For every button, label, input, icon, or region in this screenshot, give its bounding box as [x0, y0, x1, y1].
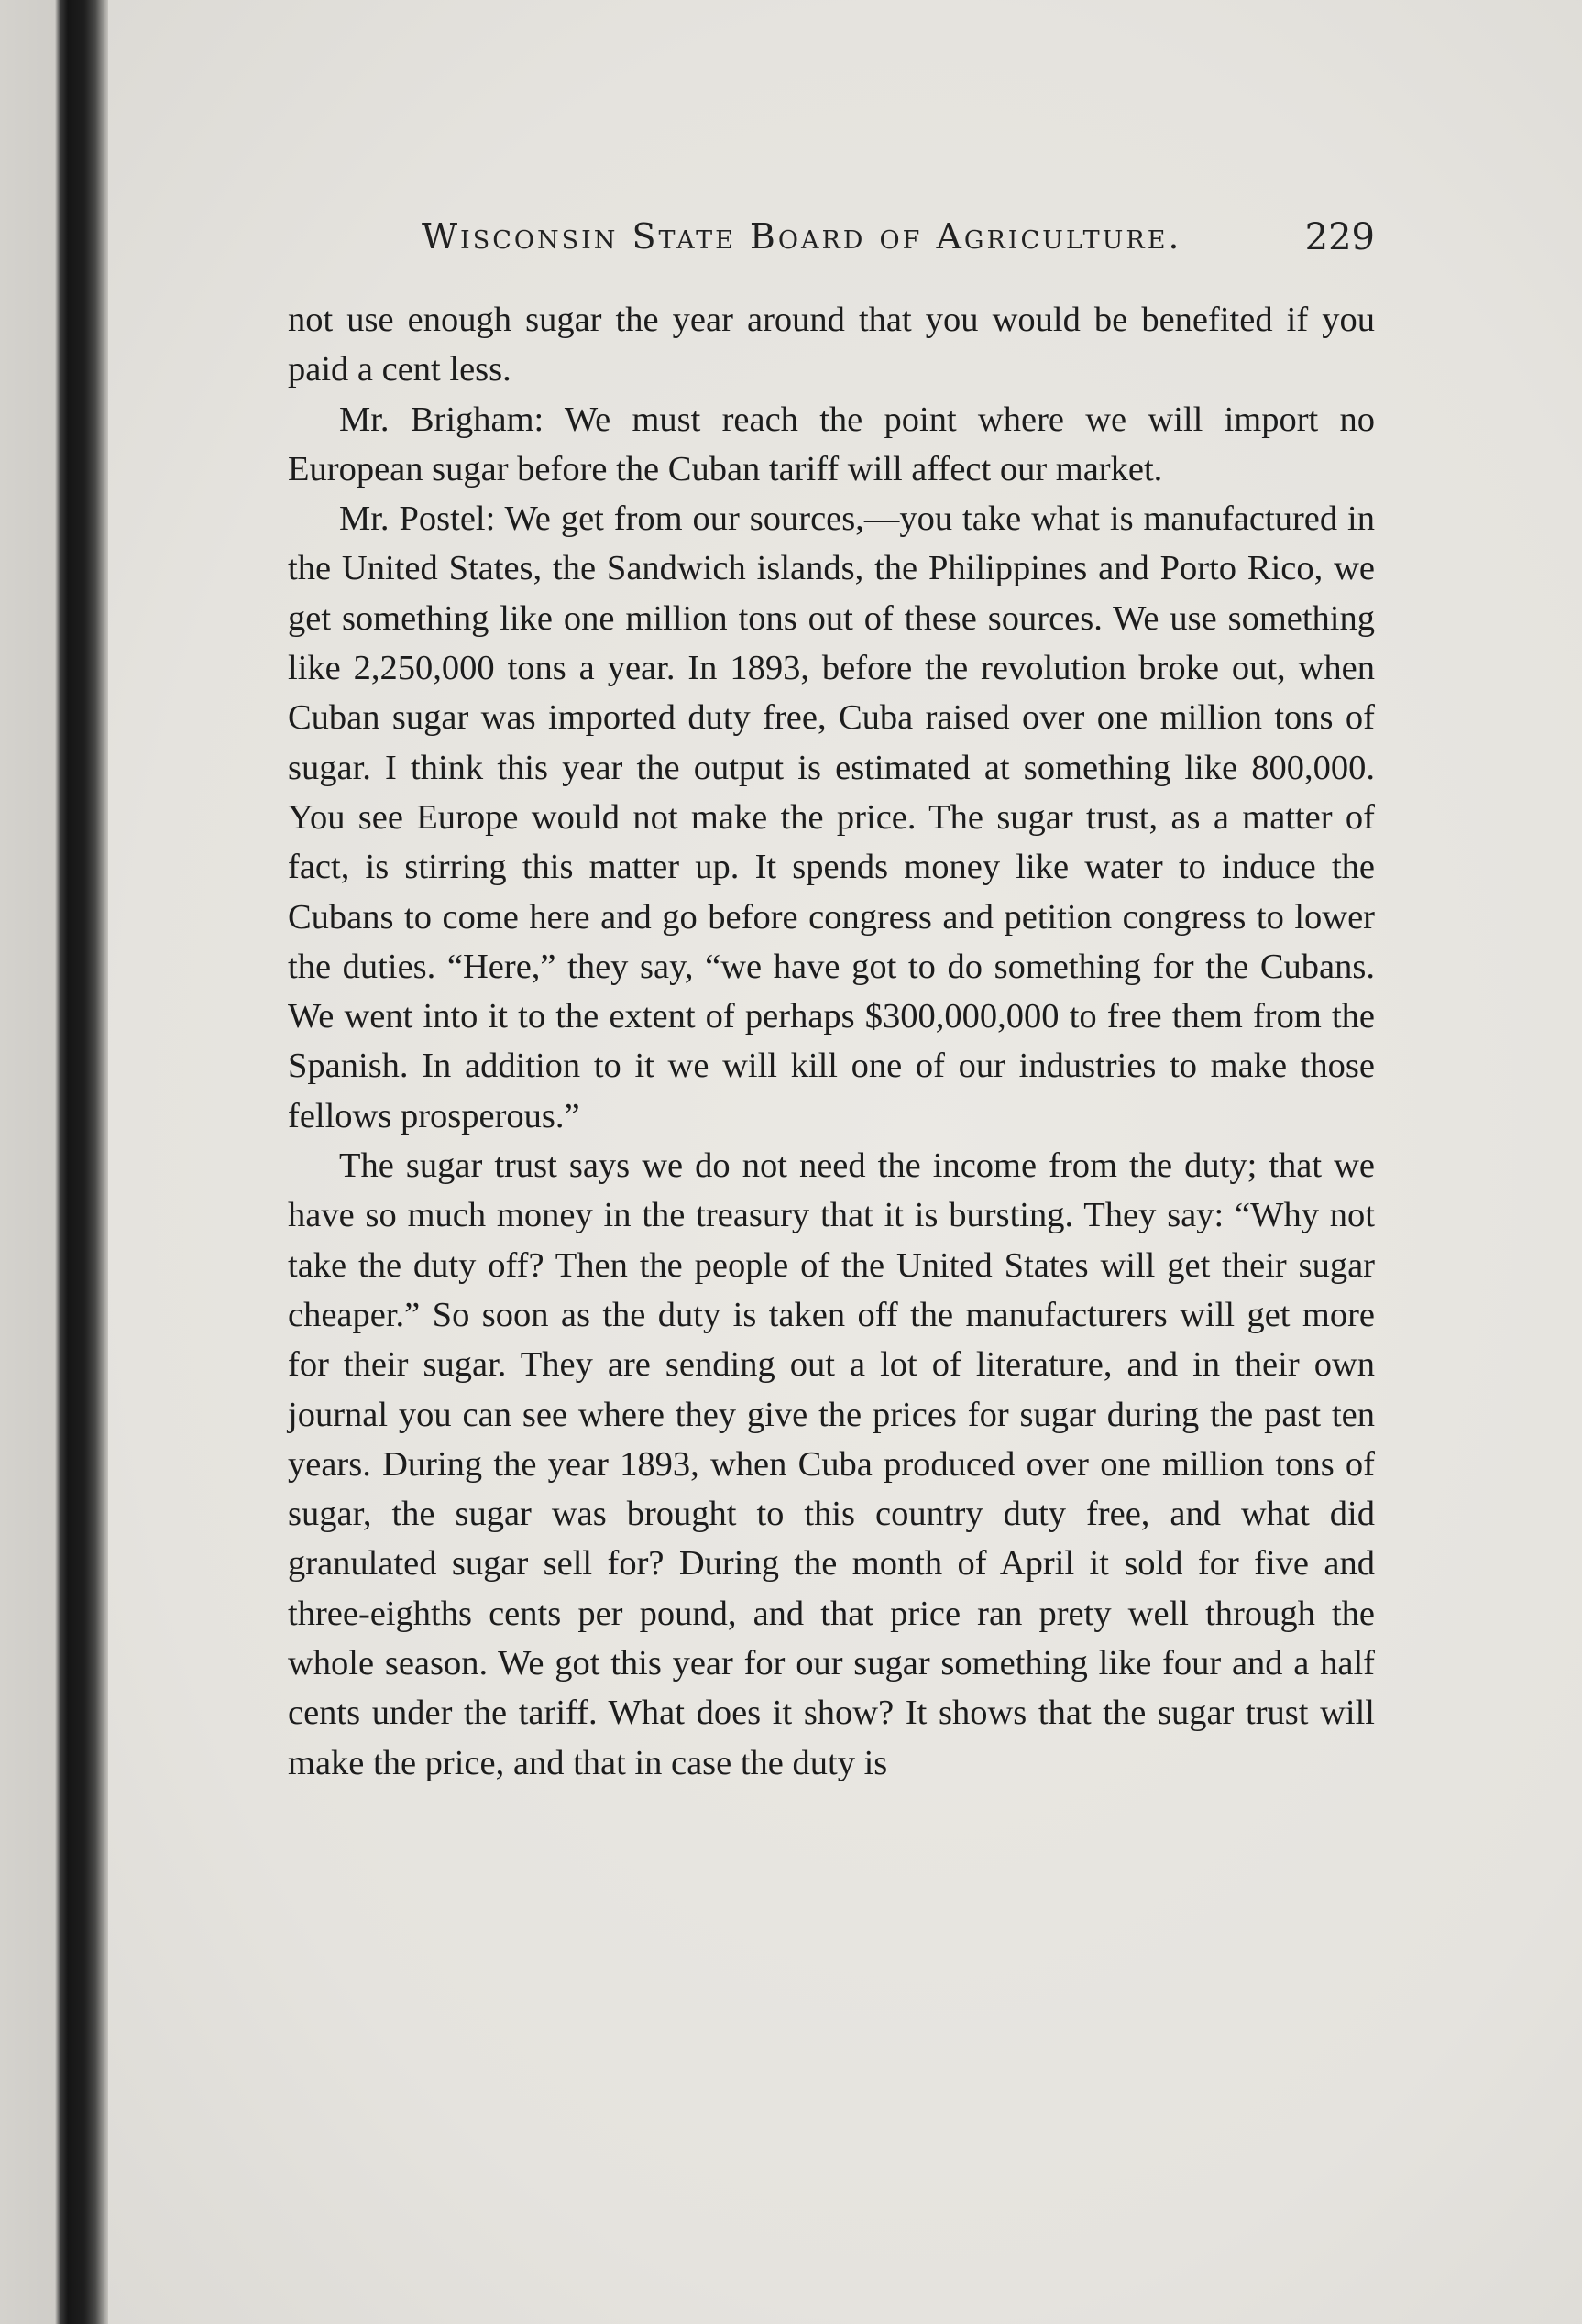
paragraph — [288, 494, 1375, 1141]
paragraph — [288, 295, 1375, 395]
paragraph-text: not use enough sugar the year around that you would be benefited if you paid a cent less. — [288, 301, 1375, 389]
body-text — [288, 295, 1375, 1788]
book-spine-gutter — [0, 0, 108, 2324]
paragraph — [288, 395, 1375, 495]
paragraph-text: We get from our sources,—you take what is manufactured in the United States, the Sandwich islands, the Philippines and Porto Rico, we get something like one million tons out of these sources. We use something like 2,250,000 tons a year. In 1893, before the revolution broke out, when Cuban sugar was imported duty free, Cuba raised over one million tons of sugar. I think this year the output is estimated at something like 800,000. You see Europe would not make the price. The sugar trust, as a matter of fact, is stirring this matter up. It spends money like water to induce the Cubans to come here and go before congress and petition congress to lower the duties. “Here,” they say, “we have got to do something for the Cubans. We went into it to the extent of perhaps $300,000,000 to free them from the Spanish. In addition to it we will kill one of our industries to make those fellows prosperous.” — [288, 499, 1375, 1135]
page-header — [422, 216, 1375, 268]
speaker-label: Mr. Brigham: — [339, 400, 544, 439]
paragraph-text: The sugar trust says we do not need the income from the duty; that we have so much money in the treasury that it is bursting. They say: “Why not take the duty off? Then the people of the United States will get their sugar cheaper.” So soon as the duty is taken off the manufacturers will get more for their sugar. They are sending out a lot of literature, and in their own journal you can see where they give the prices for sugar during the past ten years. During the year 1893, when Cuba produced over one million tons of sugar, the sugar was brought to this country duty free, and what did granulated sugar sell for? During the month of April it sold for five and three-eighths cents per pound, and that price ran prety well through the whole season. We got this year for our sugar something like four and a half cents under the tariff. What does it show? It shows that the sugar trust will make the price, and that in case the duty is — [288, 1146, 1375, 1782]
paragraph-text: We must reach the point where we will import no European sugar before the Cuban tariff will affect our market. — [288, 400, 1375, 488]
page-number: 229 — [1304, 216, 1375, 258]
speaker-label: Mr. Postel: — [339, 499, 496, 539]
paragraph — [288, 1141, 1375, 1788]
running-head: Wisconsin State Board of Agriculture. — [422, 216, 1182, 257]
